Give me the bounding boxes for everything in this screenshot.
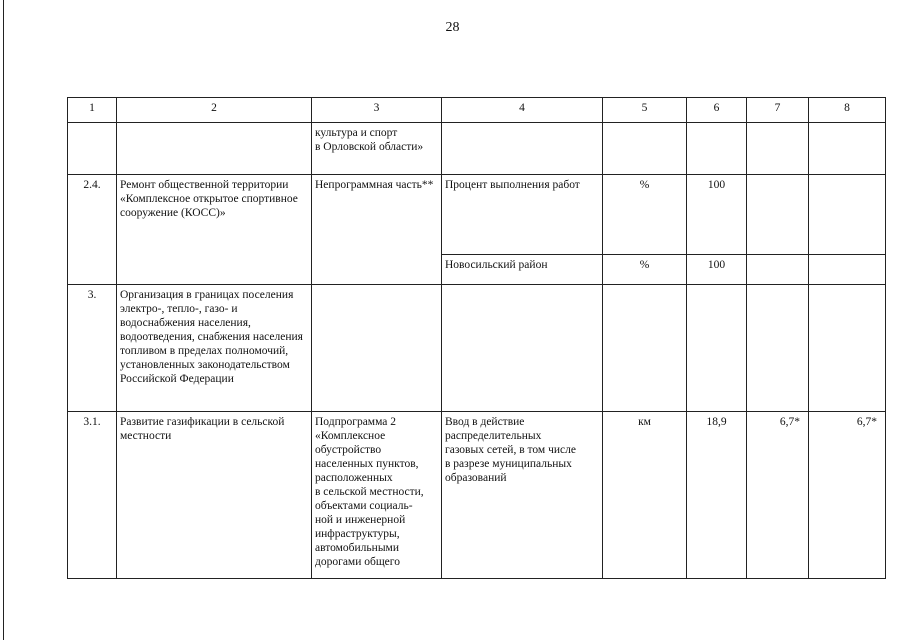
value-cell: 6,7*	[809, 412, 886, 579]
activity-name: Организация в границах поселения электро-, тепло-, газо- и водоснабжения населения, водоотведения, снабжения населения топливом в пределах полномочий, установленных законодательством Российской Федерации	[117, 285, 312, 412]
header-cell: 5	[603, 98, 687, 123]
table-cell	[809, 285, 886, 412]
table-cell	[687, 123, 747, 175]
table-cell	[117, 123, 312, 175]
table-cell	[747, 255, 809, 285]
header-cell: 8	[809, 98, 886, 123]
table-cell	[747, 175, 809, 255]
page-number: 28	[445, 20, 460, 35]
row-number: 2.4.	[68, 175, 117, 285]
table-cell	[809, 123, 886, 175]
header-cell: 4	[442, 98, 603, 123]
value-cell: 6,7*	[747, 412, 809, 579]
page-left-border	[3, 0, 4, 640]
value-cell: 100	[687, 175, 747, 255]
value-cell: 18,9	[687, 412, 747, 579]
table-header-row	[68, 98, 886, 123]
table-cell	[442, 285, 603, 412]
program-cell: Непрограммная часть**	[312, 175, 442, 285]
unit-cell: км	[603, 412, 687, 579]
table-cell	[442, 123, 603, 175]
header-cell: 7	[747, 98, 809, 123]
program-table	[67, 97, 886, 579]
value-cell: 100	[687, 255, 747, 285]
table-cell	[809, 255, 886, 285]
header-cell: 1	[68, 98, 117, 123]
table-cell	[603, 123, 687, 175]
header-cell: 2	[117, 98, 312, 123]
table-row-continuation	[68, 123, 886, 175]
indicator-cell: Процент выполнения работ	[442, 175, 603, 255]
table-cell	[687, 285, 747, 412]
table-cell	[809, 175, 886, 255]
activity-name: Ремонт общественной территории «Комплексное открытое спортивное сооружение (КОСС)»	[117, 175, 312, 285]
header-cell: 3	[312, 98, 442, 123]
activity-name: Развитие газификации в сельской местности	[117, 412, 312, 579]
table-row-2-4	[68, 175, 886, 255]
row-number: 3.	[68, 285, 117, 412]
table-cell	[312, 285, 442, 412]
header-cell: 6	[687, 98, 747, 123]
row-number: 3.1.	[68, 412, 117, 579]
table-row-3-1	[68, 412, 886, 579]
indicator-cell: Ввод в действие распределительных газовых сетей, в том числе в разрезе муниципальных образований	[442, 412, 603, 579]
table-row-3	[68, 285, 886, 412]
unit-cell: %	[603, 255, 687, 285]
indicator-cell: Новосильский район	[442, 255, 603, 285]
table-cell	[68, 123, 117, 175]
program-cell: культура и спорт в Орловской области»	[312, 123, 442, 175]
table-cell	[747, 123, 809, 175]
unit-cell: %	[603, 175, 687, 255]
table-cell	[603, 285, 687, 412]
program-cell: Подпрограмма 2 «Комплексное обустройство населенных пунктов, расположенных в сельской местности, объектами социаль- ной и инженерной инфраструктуры, автомобильными дорогами общего	[312, 412, 442, 579]
table-cell	[747, 285, 809, 412]
